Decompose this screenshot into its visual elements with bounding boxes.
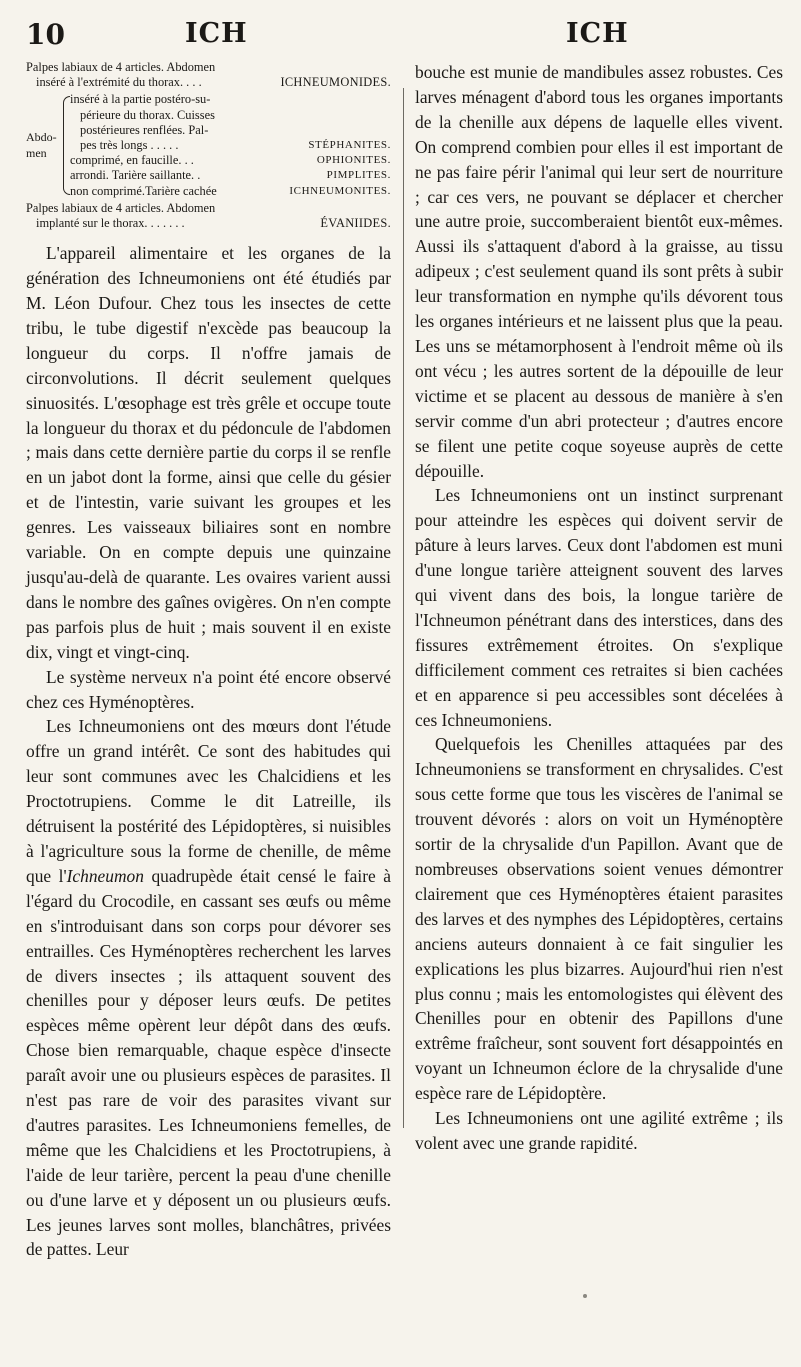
paragraph: Quelquefois les Chenilles attaquées par des Ichneumoniens se transforment en chrysalides. C'est sous cette forme que tous les viscères de l'animal se trouvent dévorés : alors on voit un Hyménoptère sortir de la chrysalide d'un Papillon. Avant que de nombreuses observations soient venues démontrer clairement que ces Hyménoptères étaient parasites des larves et des nymphes des Lépidoptères, certains anciens auteurs donnaient à ce fait singulier les explications les plus bizarres. Aujourd'hui rien n'est plus connu ; mais les entomologistes qui élèvent des Chenilles pour en obtenir des Papillons d'une extrême fraîcheur, sont souvent fort désappointés en voyant un Ichneumon éclore de la chrysalide d'une espèce rare de Lépidoptère. <box>415 734 783 1104</box>
key-line: inséré à la partie postéro-su- <box>70 92 211 107</box>
key-line: postérieures renflées. Pal- <box>80 122 209 137</box>
paragraph-text: Les Ichneumoniens ont des mœurs dont l'étude offre un grand intérêt. Ce sont des habitudes qui leur sont communes avec les Chalcidiens et les Proctotrupiens. Comme le dit Latreille, ils détruisent la postérité des Lépidoptères, si nuisibles à l'agriculture sous la forme de chenille, de même que l' <box>26 716 391 886</box>
running-head-left: ICH <box>185 18 248 49</box>
paragraph: Les Ichneumoniens ont une agilité extrême ; ils volent avec une grande rapidité. <box>415 1108 783 1153</box>
italic-term: Ichneumon <box>66 865 144 886</box>
key-row-1-text-continued: inséré à l'extrémité du thorax. . . . <box>36 75 202 90</box>
key-abdomen-group <box>26 92 391 198</box>
paragraph: L'appareil alimentaire et les organes de la génération des Ichneumoniens ont été étudiés par M. Léon Dufour. Chez tous les insectes de cette tribu, le tube digestif n'excède pas beaucoup la longueur du corps. Il n'offre jamais de circonvolutions. Il décrit seulement quelques sinuosités. L'œsophage est très grêle et occupe toute la longueur du thorax et du pédoncule de l'abdomen ; mais dans cette dernière partie du corps il se renfle en un jabot dont la forme, ainsi que celle du gésier et de l'intestin, varie suivant les groupes et les genres. Les vaisseaux biliaires sont en nombre variable. On en compte depuis une quinzaine jusqu'au-delà de quarante. Les ovaires varient aussi dans le nombre des gaînes ovigères. On n'en compte pas parfois plus de huit ; mais souvent il en existe dix, vingt et vingt-cinq. <box>26 243 391 662</box>
paragraph-text: quadrupède était censé le faire à l'égard du Crocodile, en cassant ses œufs ou même en s'introduisant dans son corps pour dévorer ses entrailles. Ces Hyménoptères recherchent les larves de divers insectes ; ils attaquent souvent des chenilles pour y déposer leurs œufs. De petites espèces même opèrent leur dépôt dans des œufs. Chose bien remarquable, chaque espèce d'insecte paraît avoir une ou plusieurs espèces de parasites. Il n'est pas rare de voir des parasites vivant sur d'autres parasites. Les Ichneumoniens femelles, de même que les Chalcidiens et les Proctotrupiens, à l'aide de leur tarière, percent la peau d'une chenille ou d'une larve et y déposent un ou plusieurs œufs. Les jeunes larves sont molles, blanchâtres, privées de pattes. Leur <box>26 865 391 1260</box>
page-header <box>0 14 801 54</box>
paragraph: Les Ichneumoniens ont un instinct surprenant pour atteindre les espèces qui doivent servir de pâture à leurs larves. Ceux dont l'abdomen est muni d'une longue tarière atteignent souvent des larves qui vivent dans des bois, la longue tarière de l'Ichneumon pénétrant dans des interstices, dans des fissures extrêmement étroites. On s'explique difficilement comment ces retraites si bien cachées et en apparence si peu accessibles sont décelées à ces Ichneumoniens. <box>415 485 783 730</box>
key-line: pes très longs . . . . . <box>80 138 179 153</box>
classification-key <box>26 60 391 231</box>
key-row-3-text-continued: implanté sur le thorax. . . . . . . <box>36 216 185 231</box>
key-line: non comprimé.Tarière cachée <box>70 183 217 198</box>
key-row-1 <box>26 60 391 90</box>
key-row-3-text: Palpes labiaux de 4 articles. Abdomen <box>26 200 216 215</box>
key-row-3-result: ÉVANIIDES. <box>320 216 391 231</box>
key-result-stephanites: STÉPHANITES. <box>308 139 391 152</box>
ink-spot <box>583 1294 587 1298</box>
key-line: arrondi. Tarière saillante. . <box>70 168 201 183</box>
page-number: 10 <box>26 18 65 51</box>
key-result-ophionites: OPHIONITES. <box>316 154 391 167</box>
key-result-pimplites: PIMPLITES. <box>326 169 391 182</box>
key-result-ichneumonites: ICHNEUMONITES. <box>289 184 391 197</box>
key-row-3 <box>26 201 391 231</box>
key-line: périeure du thorax. Cuisses <box>80 107 215 122</box>
key-line: comprimé, en faucille. . . <box>70 153 194 168</box>
column-divider <box>403 88 404 1128</box>
right-column <box>415 60 783 1156</box>
key-row-1-text: Palpes labiaux de 4 articles. Abdomen <box>26 60 216 74</box>
paragraph: bouche est munie de mandibules assez robustes. Ces larves ménagent d'abord tous les organes importants de la chenille aux dépens de laquelle elles vivent. On comprend combien pour elles il est important de ne pas faire périr l'animal qui leur sert de nourriture ; car ces vers, ne pouvant se déplacer et chercher une autre proie, succomberaient bientôt eux-mêmes. Aussi ils s'attaquent d'abord à la graisse, au tissu adipeux ; c'est seulement quand ils sont prêts à subir leur transformation en nymphe qu'ils dévorent tous les organes intérieurs et ne laissent plus que la peau. Les uns se métamorphosent à l'endroit même où ils ont vécu ; les autres sortent de la dépouille de leur victime et se placent au dessous de manière à s'en servir comme d'un abri protecteur ; d'autres encore se filent une petite coque soyeuse auprès de cette dépouille. <box>415 62 783 481</box>
paragraph: Le système nerveux n'a point été encore observé chez ces Hyménoptères. <box>26 666 391 712</box>
running-head-right: ICH <box>566 18 629 49</box>
key-row-1-result: ICHNEUMONIDES. <box>280 75 391 90</box>
brace-icon <box>60 92 70 198</box>
key-group-label: Abdo-men <box>26 130 57 160</box>
paragraph <box>26 714 391 1262</box>
left-column <box>26 60 391 1262</box>
key-group-body <box>70 92 391 198</box>
